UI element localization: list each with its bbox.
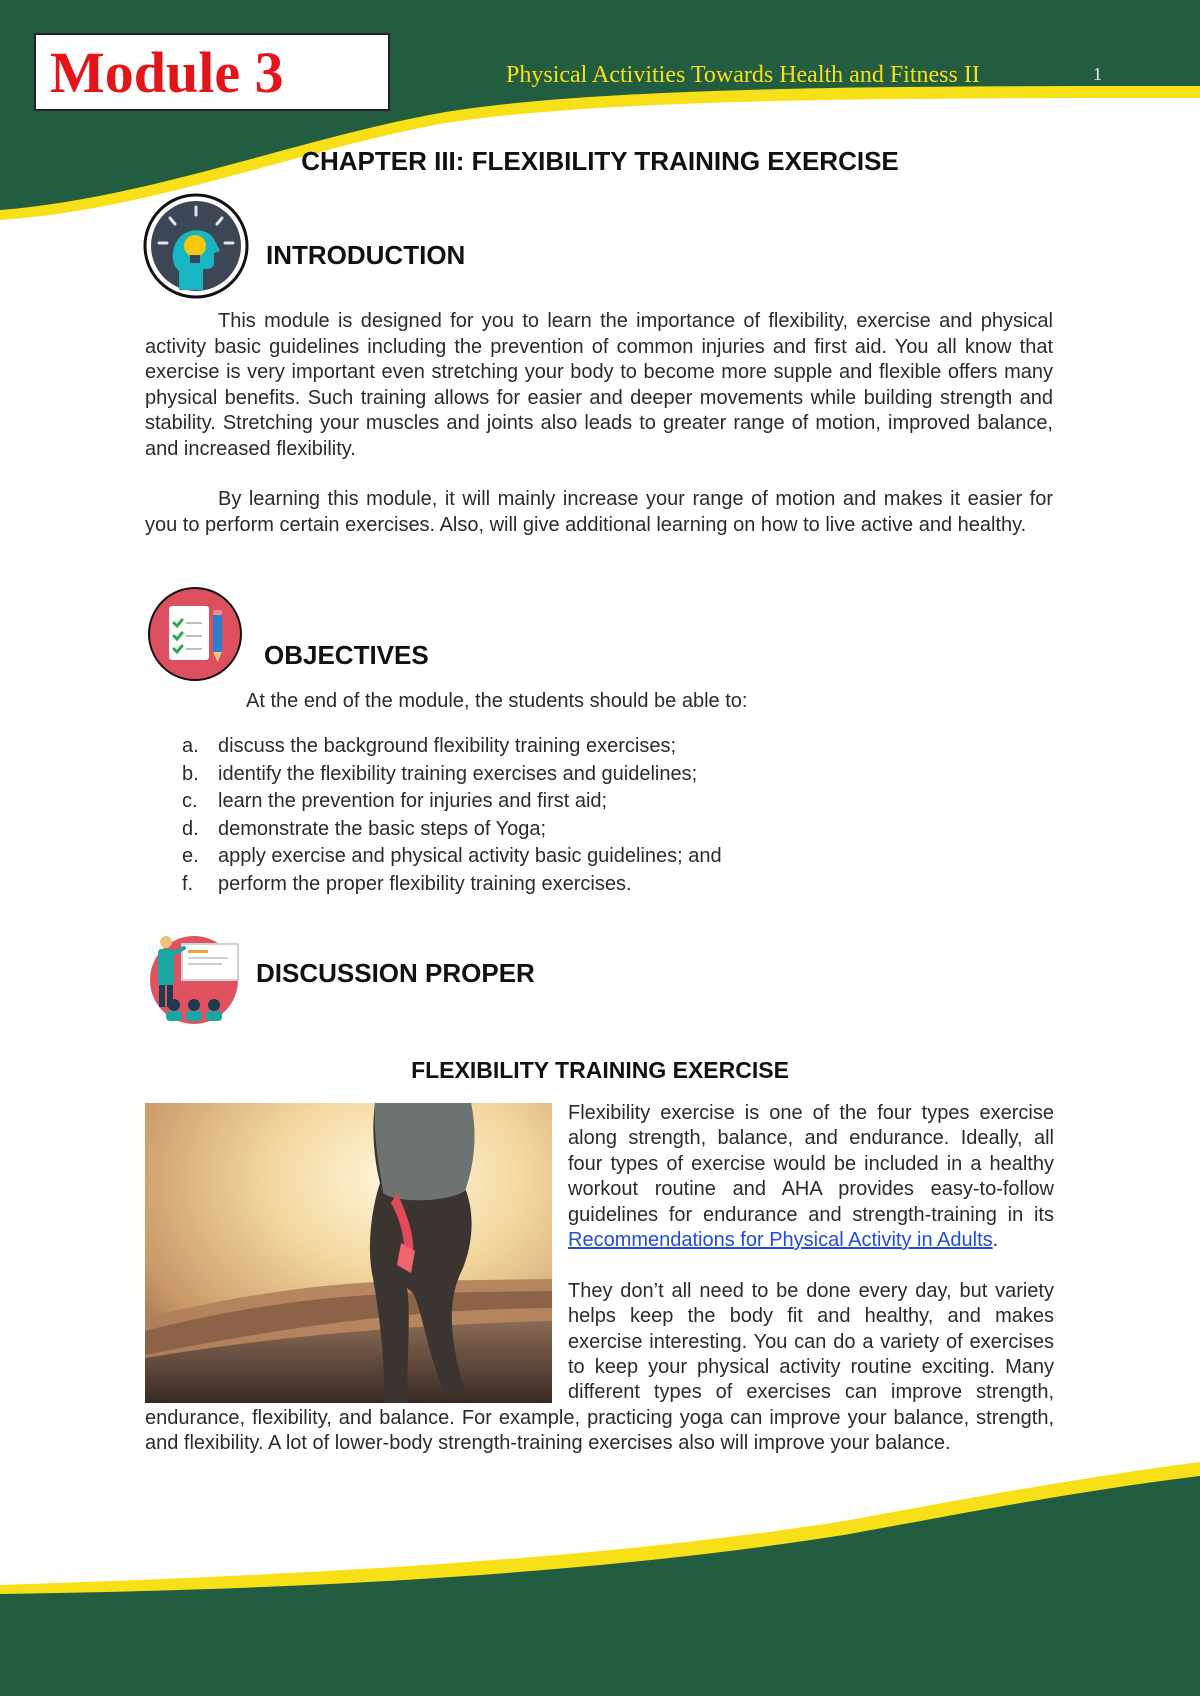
presenter-icon	[146, 930, 242, 1026]
module-label-box	[34, 33, 390, 111]
objective-text: demonstrate the basic steps of Yoga;	[218, 817, 546, 840]
recommendations-link[interactable]: Recommendations for Physical Activity in Adults	[568, 1229, 993, 1252]
introduction-title: INTRODUCTION	[266, 240, 466, 270]
objectives-title: OBJECTIVES	[264, 640, 429, 670]
discussion-p1-text: Flexibility exercise is one of the four types exercise along strength, balance, and endurance. Ideally, all four types of exercise would be included in a healthy workout routine and AHA provides easy-to-follow guidelines for endurance and strength-training in its	[568, 1102, 1054, 1226]
objective-letter: e.	[182, 845, 199, 868]
intro-paragraph-1: This module is designed for you to learn the importance of flexibility, exercise and physical activity basic guidelines including the prevention of common injuries and first aid. You all know that exercise is very important even stretching your body to become more supple and flexible offers many physical benefits. Such training allows for easier and deeper movements while building strength and stability. Stretching your muscles and joints also leads to greater range of motion, improved balance, and increased flexibility.	[145, 310, 1053, 460]
objective-item	[145, 788, 1045, 816]
objective-letter: d.	[182, 817, 199, 840]
objective-text: apply exercise and physical activity basic guidelines; and	[218, 845, 722, 868]
discussion-subtitle: FLEXIBILITY TRAINING EXERCISE	[411, 1057, 789, 1083]
objective-text: perform the proper flexibility training exercises.	[218, 872, 632, 895]
page-number: 1	[1093, 64, 1102, 84]
objective-letter: c.	[182, 790, 198, 813]
objective-text: identify the flexibility training exercises and guidelines;	[218, 762, 698, 785]
objectives-lead: At the end of the module, the students should be able to:	[246, 690, 748, 712]
objective-text: discuss the background flexibility training exercises;	[218, 735, 676, 757]
objective-item	[145, 843, 1045, 871]
discussion-paragraph-2: They don’t all need to be done every day, but variety helps keep the body fit and healthy, and makes exercise interesting. You can do a variety of exercises to keep your physical activity routine exciting. Many different types of exercises can improve strength, endurance, flexibility, and balance. For example, practicing yoga can improve your balance, strength, and flexibility. A lot of lower-body strength-training exercises also will improve your balance.	[145, 1279, 1054, 1455]
intro-paragraph-2: By learning this module, it will mainly increase your range of motion and makes it easier for you to perform certain exercises. Also, will give additional learning on how to live active and healthy.	[145, 488, 1053, 536]
module-label: Module 3	[50, 40, 284, 105]
objective-text: learn the prevention for injuries and first aid;	[218, 790, 608, 813]
discussion-p1-end: .	[992, 1229, 999, 1252]
chapter-title: CHAPTER III: FLEXIBILITY TRAINING EXERCISE	[301, 146, 899, 176]
discussion-title: DISCUSSION PROPER	[256, 958, 535, 988]
objective-letter: a.	[182, 735, 199, 757]
discussion-text	[145, 1101, 1054, 1457]
objective-item	[145, 871, 1045, 899]
objective-letter: f.	[182, 872, 194, 895]
objective-item	[145, 733, 1045, 761]
course-title: Physical Activities Towards Health and Fitness II	[506, 62, 980, 88]
objectives-list	[145, 733, 1045, 899]
checklist-pencil-icon	[147, 586, 243, 682]
objective-item	[145, 816, 1045, 844]
objective-letter: b.	[182, 762, 199, 785]
lightbulb-head-icon	[143, 193, 249, 299]
objective-item	[145, 761, 1045, 789]
